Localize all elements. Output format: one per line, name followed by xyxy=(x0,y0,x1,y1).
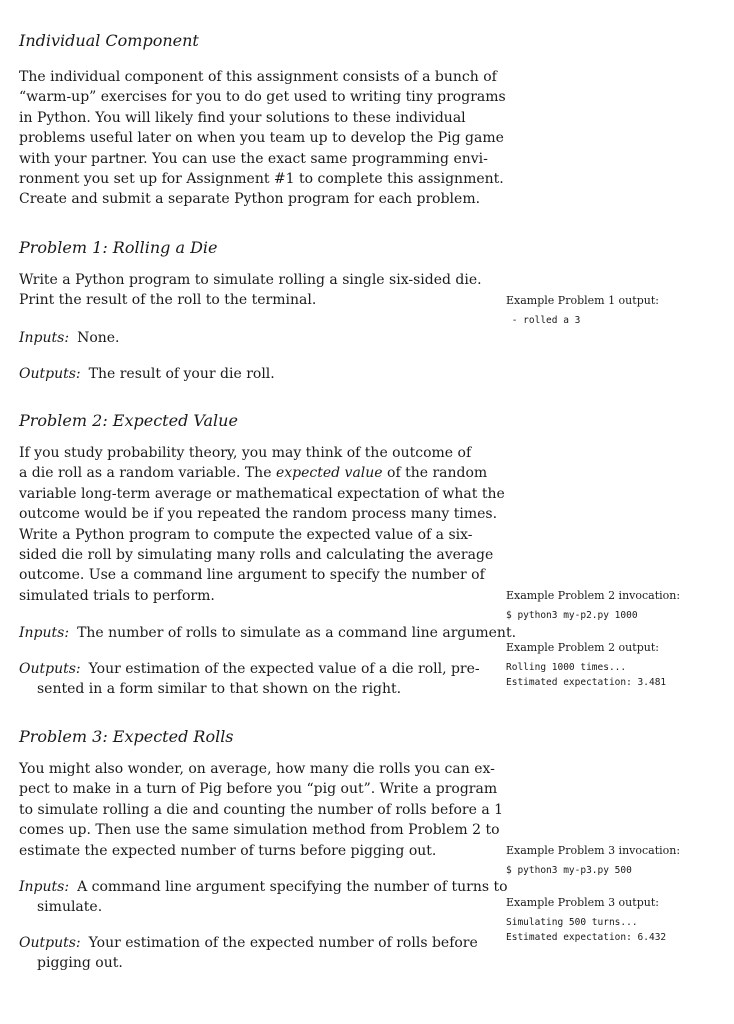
paragraph-line xyxy=(19,463,488,483)
line-text: a die roll as a random variable. The xyxy=(19,465,276,482)
example-2-invocation-code: $ python3 my-p2.py 1000 xyxy=(506,610,638,621)
example-2-output-code-line: Rolling 1000 times... xyxy=(506,662,627,673)
paragraph-line: simulated trials to perform. xyxy=(19,587,215,604)
paragraph-line: outcome would be if you repeated the random process many times. xyxy=(19,506,498,523)
outputs-label: Outputs: xyxy=(19,935,81,951)
outputs-label: Outputs: xyxy=(19,661,81,677)
paragraph-line: The individual component of this assignment consists of a bunch of xyxy=(19,69,497,85)
individual-paragraph xyxy=(19,67,506,210)
problem-1-inputs xyxy=(19,328,479,348)
example-3-invocation-code: $ python3 my-p3.py 500 xyxy=(506,865,632,876)
example-1-output-code: - rolled a 3 xyxy=(506,315,581,326)
paragraph-line: “warm-up” exercises for you to do get used to writing tiny programs xyxy=(19,89,506,106)
inputs-label: Inputs: xyxy=(19,330,70,346)
outputs-text: The result of your die roll. xyxy=(88,366,275,382)
example-3-output-caption: Example Problem 3 output: xyxy=(506,896,659,909)
paragraph-line: Print the result of the roll to the terminal. xyxy=(19,292,317,309)
paragraph-line: in Python. You will likely find your solutions to these individual xyxy=(19,109,466,126)
example-3-invocation-caption: Example Problem 3 invocation: xyxy=(506,844,681,857)
problem-2-inputs xyxy=(19,623,517,643)
example-3-output-code-line: Simulating 500 turns... xyxy=(506,917,638,928)
inputs-text: A command line argument specifying the number of turns to xyxy=(77,879,508,895)
section-heading-individual: Individual Component xyxy=(19,31,199,50)
example-1-output-caption: Example Problem 1 output: xyxy=(506,294,659,307)
problem-2-heading: Problem 2: Expected Value xyxy=(19,411,238,430)
expected-value-term: expected value xyxy=(275,465,383,482)
example-2-invocation-caption: Example Problem 2 invocation: xyxy=(506,589,681,602)
paragraph-line: sided die roll by simulating many rolls and calculating the average xyxy=(19,547,494,564)
outputs-text-continued: sented in a form similar to that shown on the right. xyxy=(37,681,402,698)
line-text: of the random xyxy=(382,465,488,482)
outputs-text: Your estimation of the expected number of rolls before xyxy=(88,935,478,951)
problem-3-heading: Problem 3: Expected Rolls xyxy=(19,727,234,746)
paragraph-line: with your partner. You can use the exact same programming envi- xyxy=(19,150,488,167)
outputs-text: Your estimation of the expected value of a die roll, pre- xyxy=(88,661,480,677)
inputs-text-continued: simulate. xyxy=(37,899,103,916)
paragraph-line: estimate the expected number of turns before pigging out. xyxy=(19,842,437,859)
problem-2-paragraph xyxy=(19,443,505,606)
inputs-label: Inputs: xyxy=(19,625,70,641)
problem-1-outputs xyxy=(19,364,479,384)
inputs-label: Inputs: xyxy=(19,879,70,895)
paragraph-line: If you study probability theory, you may think of the outcome of xyxy=(19,445,472,461)
paragraph-line: ronment you set up for Assignment #1 to complete this assignment. xyxy=(19,171,504,188)
problem-1-heading: Problem 1: Rolling a Die xyxy=(19,238,218,257)
problem-3-outputs xyxy=(19,933,479,974)
paragraph-line: Create and submit a separate Python program for each problem. xyxy=(19,191,481,208)
inputs-text: The number of rolls to simulate as a command line argument. xyxy=(77,625,517,641)
paragraph-line: outcome. Use a command line argument to specify the number of xyxy=(19,567,485,584)
paragraph-line: You might also wonder, on average, how many die rolls you can ex- xyxy=(19,761,495,777)
problem-3-paragraph xyxy=(19,759,504,861)
example-3-output-code-line: Estimated expectation: 6.432 xyxy=(506,932,667,943)
inputs-text: None. xyxy=(77,330,120,346)
problem-3-inputs xyxy=(19,877,508,918)
problem-2-outputs xyxy=(19,659,479,700)
paragraph-line: Write a Python program to simulate rolling a single six-sided die. xyxy=(19,272,482,288)
example-2-output-caption: Example Problem 2 output: xyxy=(506,641,659,654)
paragraph-line: to simulate rolling a die and counting the number of rolls before a 1 xyxy=(19,801,504,818)
example-2-output-code-line: Estimated expectation: 3.481 xyxy=(506,677,667,688)
paragraph-line: pect to make in a turn of Pig before you “pig out”. Write a program xyxy=(19,781,498,798)
problem-1-paragraph xyxy=(19,270,482,311)
outputs-text-continued: pigging out. xyxy=(37,955,123,972)
paragraph-line: variable long-term average or mathematical expectation of what the xyxy=(19,485,505,502)
paragraph-line: problems useful later on when you team up to develop the Pig game xyxy=(19,130,504,147)
outputs-label: Outputs: xyxy=(19,366,81,382)
paragraph-line: Write a Python program to compute the expected value of a six- xyxy=(19,526,473,543)
paragraph-line: comes up. Then use the same simulation method from Problem 2 to xyxy=(19,822,500,839)
